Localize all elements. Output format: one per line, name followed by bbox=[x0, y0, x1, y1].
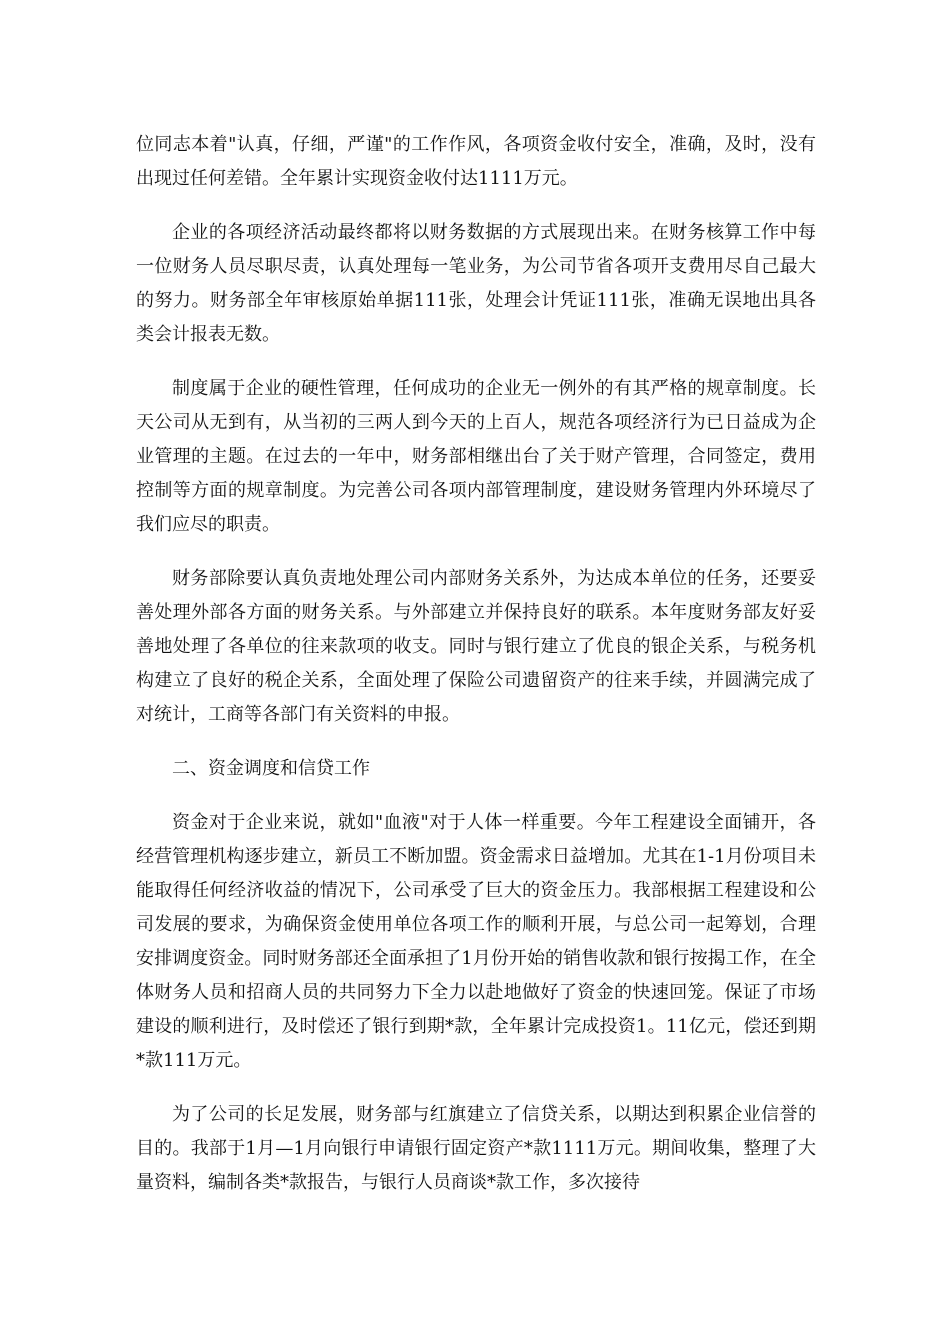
paragraph-credit: 为了公司的长足发展，财务部与红旗建立了信贷关系，以期达到积累企业信誉的目的。我部于1月—1月向银行申请银行固定资产*款1111万元。期间收集，整理了大量资料，编制各类*款报告，与银行人员商谈*款工作，多次接待 bbox=[136, 1104, 816, 1193]
paragraph-funds: 资金对于企业来说，就如"血液"对于人体一样重要。今年工程建设全面铺开，各经营管理机构逐步建立，新员工不断加盟。资金需求日益增加。尤其在1-1月份项目未能取得任何经济收益的情况下，公司承受了巨大的资金压力。我部根据工程建设和公司发展的要求，为确保资金使用单位各项工作的顺利开展，与总公司一起筹划，合理安排调度资金。同时财务部还全面承担了1月份开始的销售收款和银行按揭工作，在全体财务人员和招商人员的共同努力下全力以赴地做好了资金的快速回笼。保证了市场建设的顺利进行，及时偿还了银行到期*款，全年累计完成投资1。11亿元，偿还到期*款111万元。 bbox=[136, 812, 816, 1071]
paragraph-regulations: 制度属于企业的硬性管理，任何成功的企业无一例外的有其严格的规章制度。长天公司从无到有，从当初的三两人到今天的上百人，规范各项经济行为已日益成为企业管理的主题。在过去的一年中，财务部相继出台了关于财产管理，合同签定，费用控制等方面的规章制度。为完善公司各项内部管理制度，建设财务管理内外环境尽了我们应尽的职责。 bbox=[136, 378, 816, 535]
paragraph-external-relations: 财务部除要认真负责地处理公司内部财务关系外，为达成本单位的任务，还要妥善处理外部各方面的财务关系。与外部建立并保持良好的联系。本年度财务部友好妥善地处理了各单位的往来款项的收支。同时与银行建立了优良的银企关系，与税务机构建立了良好的税企关系，全面处理了保险公司遗留资产的往来手续，并圆满完成了对统计，工商等各部门有关资料的申报。 bbox=[136, 568, 816, 725]
section-heading-funds-credit: 二、资金调度和信贷工作 bbox=[172, 758, 370, 779]
paragraph-accounting: 企业的各项经济活动最终都将以财务数据的方式展现出来。在财务核算工作中每一位财务人员尽职尽责，认真处理每一笔业务，为公司节省各项开支费用尽自己最大的努力。财务部全年审核原始单据111张，处理会计凭证111张，准确无误地出具各类会计报表无数。 bbox=[136, 222, 816, 345]
paragraph-continuation: 位同志本着"认真，仔细，严谨"的工作作风，各项资金收付安全，准确，及时，没有出现过任何差错。全年累计实现资金收付达1111万元。 bbox=[136, 134, 816, 189]
document-body bbox=[136, 128, 816, 1220]
